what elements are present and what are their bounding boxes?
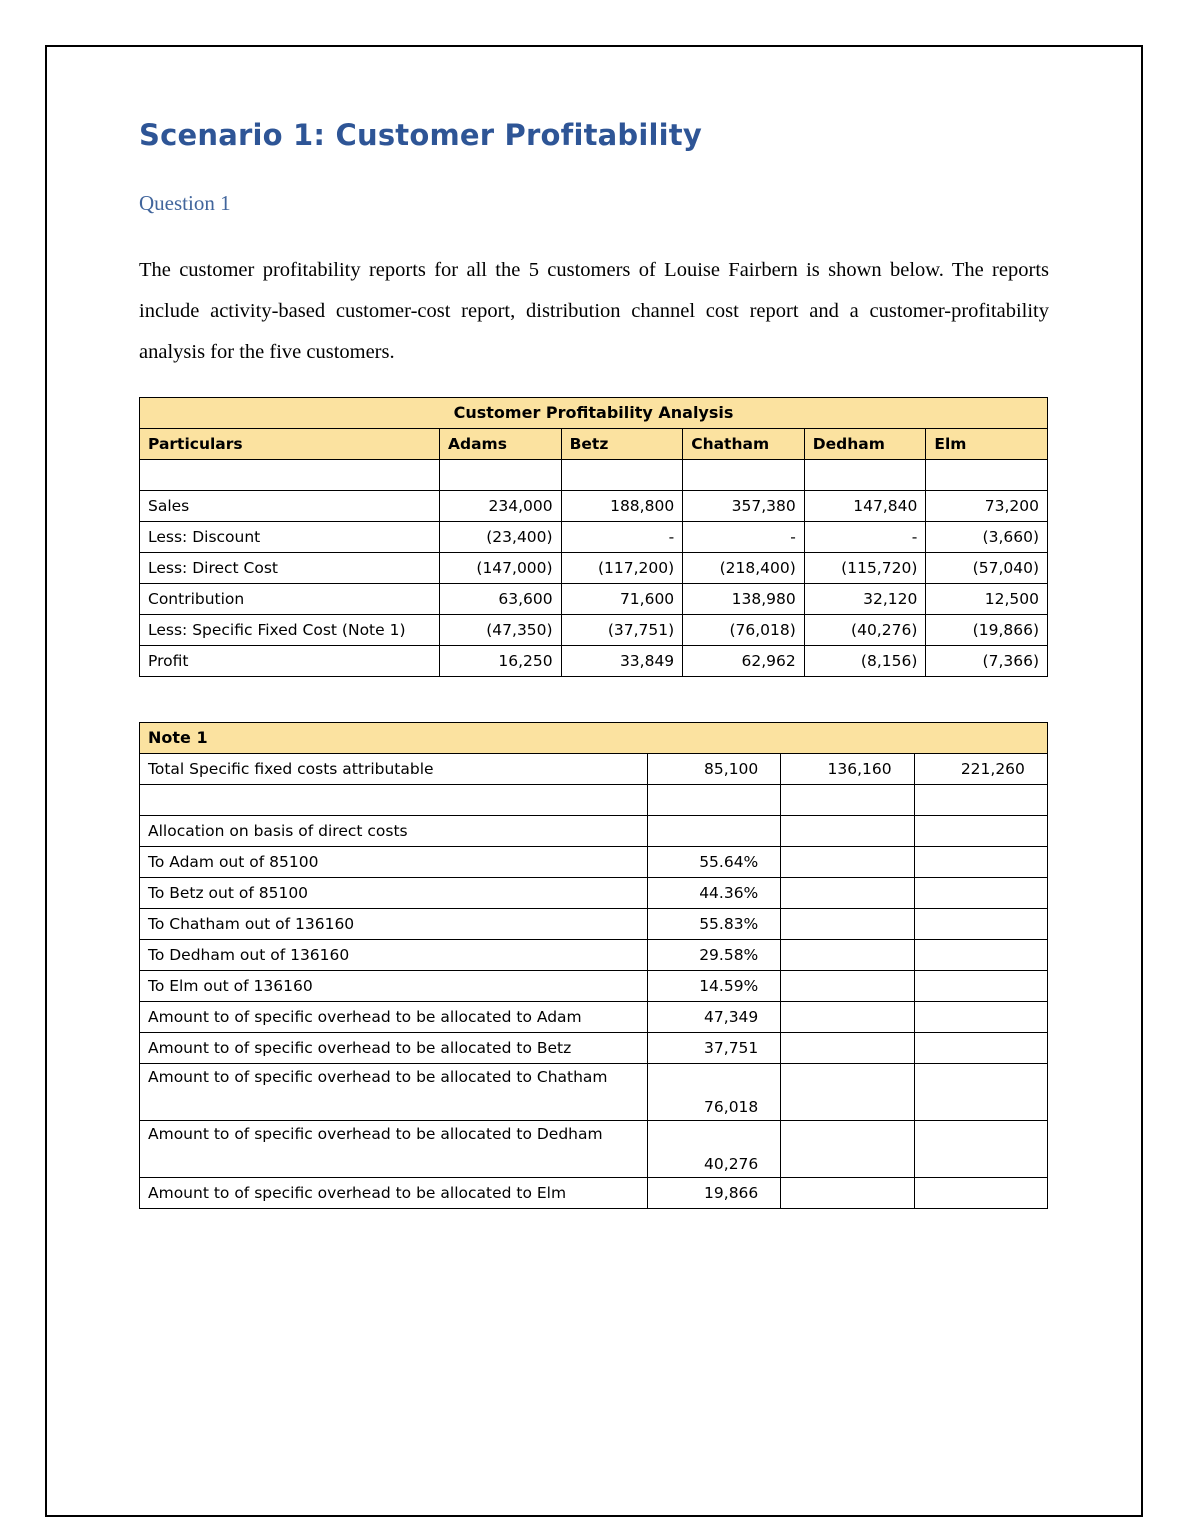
table-row xyxy=(140,552,1048,583)
customer-profitability-table xyxy=(139,397,1048,677)
row-value-elm: (7,366) xyxy=(926,645,1048,676)
row-value-dedham: 32,120 xyxy=(804,583,926,614)
row-value-1: 37,751 xyxy=(648,1032,781,1063)
profitability-table-banner: Customer Profitability Analysis xyxy=(140,397,1048,428)
row-label: Total Specific fixed costs attributable xyxy=(140,753,648,784)
note-table-banner: Note 1 xyxy=(140,722,1048,753)
row-value-chatham: 62,962 xyxy=(683,645,805,676)
row-label: Less: Direct Cost xyxy=(140,552,440,583)
row-label: Allocation on basis of direct costs xyxy=(140,815,648,846)
row-value-adams: (23,400) xyxy=(440,521,562,552)
table-banner-row xyxy=(140,397,1048,428)
table-row xyxy=(140,614,1048,645)
row-label xyxy=(140,459,440,490)
row-value-elm: 12,500 xyxy=(926,583,1048,614)
row-value-1: 76,018 xyxy=(648,1063,781,1120)
row-value-betz: (117,200) xyxy=(561,552,683,583)
note-1-table xyxy=(139,722,1048,1209)
row-value-elm: 73,200 xyxy=(926,490,1048,521)
row-value-betz: 71,600 xyxy=(561,583,683,614)
profitability-table-body xyxy=(140,397,1048,676)
row-value-3 xyxy=(914,1032,1047,1063)
row-value-adams: (47,350) xyxy=(440,614,562,645)
table-row xyxy=(140,645,1048,676)
row-value-2 xyxy=(781,908,914,939)
row-value-3 xyxy=(914,908,1047,939)
row-label: To Betz out of 85100 xyxy=(140,877,648,908)
row-value-betz: 33,849 xyxy=(561,645,683,676)
row-value-elm: (57,040) xyxy=(926,552,1048,583)
table-spacer xyxy=(139,677,1049,722)
row-value-betz xyxy=(561,459,683,490)
row-value-chatham xyxy=(683,459,805,490)
table-row xyxy=(140,1177,1048,1208)
row-value-2 xyxy=(781,784,914,815)
row-value-adams: 16,250 xyxy=(440,645,562,676)
row-value-dedham: - xyxy=(804,521,926,552)
page-title: Scenario 1: Customer Profitability xyxy=(139,118,702,152)
column-header-elm: Elm xyxy=(926,428,1048,459)
row-value-3 xyxy=(914,877,1047,908)
table-row xyxy=(140,970,1048,1001)
table-row xyxy=(140,846,1048,877)
question-label: Question 1 xyxy=(139,190,231,215)
row-label: Profit xyxy=(140,645,440,676)
row-value-chatham: - xyxy=(683,521,805,552)
row-value-1 xyxy=(648,784,781,815)
row-value-2 xyxy=(781,1063,914,1120)
row-value-1: 40,276 xyxy=(648,1120,781,1177)
intro-paragraph: The customer profitability reports for all the 5 customers of Louise Fairbern is shown below. The reports include activity-based customer-cost report, distribution channel cost report and a customer-profitability analysis for the five customers. xyxy=(139,258,1049,363)
row-value-dedham: 147,840 xyxy=(804,490,926,521)
row-value-elm: (3,660) xyxy=(926,521,1048,552)
row-value-2 xyxy=(781,1032,914,1063)
row-value-adams xyxy=(440,459,562,490)
note-banner-row xyxy=(140,722,1048,753)
row-value-1: 55.83% xyxy=(648,908,781,939)
row-value-chatham: 357,380 xyxy=(683,490,805,521)
row-label: To Dedham out of 136160 xyxy=(140,939,648,970)
row-value-chatham: (218,400) xyxy=(683,552,805,583)
row-value-adams: (147,000) xyxy=(440,552,562,583)
row-value-dedham: (40,276) xyxy=(804,614,926,645)
row-value-2 xyxy=(781,1177,914,1208)
row-value-chatham: (76,018) xyxy=(683,614,805,645)
table-row xyxy=(140,1032,1048,1063)
row-value-2 xyxy=(781,815,914,846)
column-header-adams: Adams xyxy=(440,428,562,459)
row-value-adams: 63,600 xyxy=(440,583,562,614)
row-label: Sales xyxy=(140,490,440,521)
row-value-1: 55.64% xyxy=(648,846,781,877)
table-row xyxy=(140,753,1048,784)
row-value-3 xyxy=(914,970,1047,1001)
row-value-dedham: (115,720) xyxy=(804,552,926,583)
row-label: To Elm out of 136160 xyxy=(140,970,648,1001)
table-header-row xyxy=(140,428,1048,459)
row-value-chatham: 138,980 xyxy=(683,583,805,614)
row-label xyxy=(140,784,648,815)
row-value-3: 221,260 xyxy=(914,753,1047,784)
row-value-elm xyxy=(926,459,1048,490)
table-row xyxy=(140,1120,1048,1177)
table-row xyxy=(140,939,1048,970)
row-value-betz: - xyxy=(561,521,683,552)
row-value-3 xyxy=(914,1120,1047,1177)
column-header-betz: Betz xyxy=(561,428,683,459)
table-row xyxy=(140,521,1048,552)
column-header-particulars: Particulars xyxy=(140,428,440,459)
row-value-1: 29.58% xyxy=(648,939,781,970)
row-value-3 xyxy=(914,1001,1047,1032)
row-label: Less: Discount xyxy=(140,521,440,552)
row-label: Amount to of specific overhead to be allocated to Chatham xyxy=(140,1063,648,1120)
row-value-2 xyxy=(781,939,914,970)
document-content xyxy=(139,118,1049,1209)
row-label: To Adam out of 85100 xyxy=(140,846,648,877)
row-value-1: 85,100 xyxy=(648,753,781,784)
table-row xyxy=(140,583,1048,614)
table-row xyxy=(140,1063,1048,1120)
row-value-dedham xyxy=(804,459,926,490)
table-row xyxy=(140,459,1048,490)
row-value-1: 47,349 xyxy=(648,1001,781,1032)
row-value-betz: 188,800 xyxy=(561,490,683,521)
row-value-elm: (19,866) xyxy=(926,614,1048,645)
row-value-3 xyxy=(914,815,1047,846)
row-label: To Chatham out of 136160 xyxy=(140,908,648,939)
table-row xyxy=(140,490,1048,521)
row-label: Contribution xyxy=(140,583,440,614)
row-label: Less: Specific Fixed Cost (Note 1) xyxy=(140,614,440,645)
column-header-dedham: Dedham xyxy=(804,428,926,459)
table-row xyxy=(140,815,1048,846)
row-value-2 xyxy=(781,877,914,908)
row-value-1: 14.59% xyxy=(648,970,781,1001)
row-value-1 xyxy=(648,815,781,846)
row-value-2: 136,160 xyxy=(781,753,914,784)
row-value-betz: (37,751) xyxy=(561,614,683,645)
table-row xyxy=(140,877,1048,908)
column-header-chatham: Chatham xyxy=(683,428,805,459)
row-label: Amount to of specific overhead to be allocated to Dedham xyxy=(140,1120,648,1177)
row-value-1: 44.36% xyxy=(648,877,781,908)
table-row xyxy=(140,908,1048,939)
row-label: Amount to of specific overhead to be allocated to Elm xyxy=(140,1177,648,1208)
row-value-dedham: (8,156) xyxy=(804,645,926,676)
table-row xyxy=(140,784,1048,815)
row-value-2 xyxy=(781,1120,914,1177)
row-value-3 xyxy=(914,939,1047,970)
row-label: Amount to of specific overhead to be allocated to Betz xyxy=(140,1032,648,1063)
row-value-2 xyxy=(781,1001,914,1032)
row-value-2 xyxy=(781,846,914,877)
row-value-2 xyxy=(781,970,914,1001)
row-value-3 xyxy=(914,1177,1047,1208)
row-value-3 xyxy=(914,784,1047,815)
row-value-adams: 234,000 xyxy=(440,490,562,521)
row-label: Amount to of specific overhead to be allocated to Adam xyxy=(140,1001,648,1032)
row-value-1: 19,866 xyxy=(648,1177,781,1208)
row-value-3 xyxy=(914,1063,1047,1120)
table-row xyxy=(140,1001,1048,1032)
row-value-3 xyxy=(914,846,1047,877)
note-table-body xyxy=(140,722,1048,1208)
